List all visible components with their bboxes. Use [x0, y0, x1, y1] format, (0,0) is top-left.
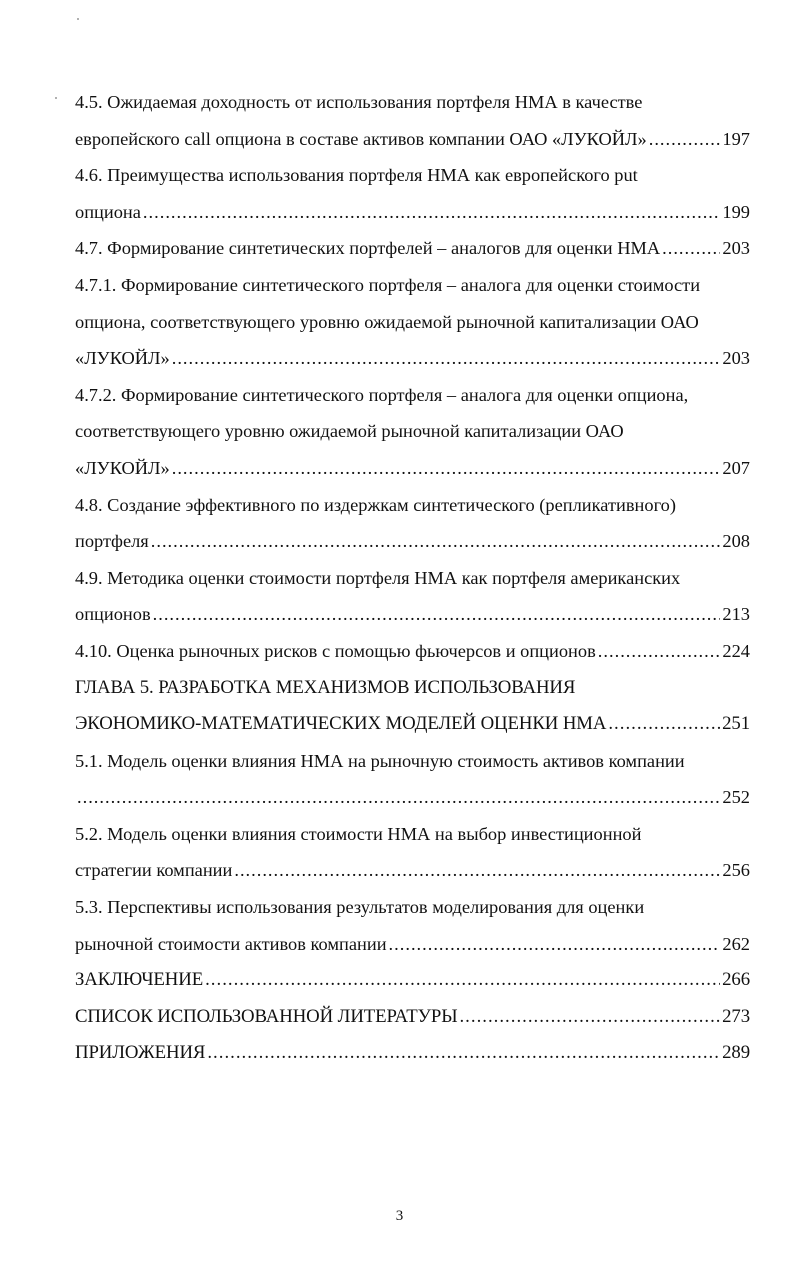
- toc-entry-page: 197: [722, 128, 750, 149]
- toc-entry-page: 203: [722, 238, 750, 259]
- toc-entry: [75, 596, 750, 633]
- toc-entry-title: 4.5. Ожидаемая доходность от использования портфеля НМА в качестве: [75, 92, 643, 112]
- toc-entry: [75, 816, 750, 853]
- dot-leader: [172, 450, 721, 487]
- dot-leader: [172, 340, 721, 377]
- toc-entry-page: 273: [722, 1005, 750, 1027]
- toc-entry-title: соответствующего уровню ожидаемой рыночной капитализации ОАО: [75, 421, 624, 442]
- toc-entry-page: 251: [722, 713, 750, 735]
- toc-entry: [75, 1035, 750, 1072]
- toc-entry-page: 203: [722, 348, 750, 369]
- dot-leader: [608, 706, 720, 743]
- toc-entry-title: ЭКОНОМИКО-МАТЕМАТИЧЕСКИХ МОДЕЛЕЙ ОЦЕНКИ НМА: [75, 713, 607, 735]
- toc-entry: [75, 487, 750, 524]
- toc-entry: [75, 523, 750, 560]
- toc-entry-page: 262: [722, 933, 750, 954]
- toc-entry-title: 4.7.1. Формирование синтетического портфеля – аналога для оценки стоимости: [75, 274, 701, 295]
- toc-entry-title: стратегии компании: [75, 860, 233, 881]
- toc-entry-title: 4.6. Преимущества использования портфеля НМА как европейского put: [75, 165, 638, 186]
- toc-entry-title: 5.2. Модель оценки влияния стоимости НМА на выбор инвестиционной: [75, 823, 642, 844]
- dot-leader: [143, 194, 720, 231]
- toc-entry-title: рыночной стоимости активов компании: [75, 933, 387, 954]
- toc-entry: [75, 377, 750, 414]
- toc-entry: [75, 926, 750, 963]
- toc-entry-title: опциона, соответствующего уровню ожидаемой рыночной капитализации ОАО: [75, 311, 699, 332]
- toc-entry: [75, 267, 750, 304]
- table-of-contents: [75, 84, 750, 1072]
- dot-leader: [153, 596, 721, 633]
- dot-leader: [151, 523, 721, 560]
- toc-entry-title: 4.7.2. Формирование синтетического портфеля – аналога для оценки опциона,: [75, 384, 689, 405]
- scan-speck: [77, 18, 79, 20]
- toc-entry: [75, 340, 750, 377]
- toc-entry: [75, 230, 750, 267]
- toc-entry: [75, 779, 750, 816]
- dot-leader: [389, 926, 721, 963]
- toc-entry: [75, 743, 750, 780]
- toc-entry-title: СПИСОК ИСПОЛЬЗОВАННОЙ ЛИТЕРАТУРЫ: [75, 1005, 458, 1027]
- toc-entry: [75, 633, 750, 670]
- toc-entry-title: опционов: [75, 604, 151, 625]
- dot-leader: [207, 1035, 720, 1072]
- toc-entry-page: 224: [722, 640, 750, 661]
- toc-entry: [75, 670, 750, 707]
- toc-entry-title: 4.8. Создание эффективного по издержкам синтетического (репликативного): [75, 494, 676, 515]
- toc-entry-page: 213: [722, 604, 750, 625]
- page-number: 3: [395, 1208, 404, 1224]
- toc-entry: [75, 706, 750, 743]
- toc-entry: [75, 450, 750, 487]
- toc-entry-title: 5.3. Перспективы использования результатов моделирования для оценки: [75, 897, 645, 918]
- dot-leader: [649, 121, 721, 158]
- dot-leader: [662, 230, 720, 267]
- toc-entry: [75, 194, 750, 231]
- toc-entry: [75, 962, 750, 999]
- toc-entry: [75, 413, 750, 450]
- toc-entry-title: портфеля: [75, 531, 149, 552]
- toc-entry: [75, 157, 750, 194]
- toc-entry-page: 256: [722, 860, 750, 881]
- toc-entry: [75, 999, 750, 1036]
- toc-entry-page: 199: [722, 201, 750, 222]
- scan-speck: [55, 97, 57, 99]
- toc-entry-title: «ЛУКОЙЛ»: [75, 457, 170, 478]
- toc-entry-title: опциона: [75, 201, 141, 222]
- toc-entry-page: 208: [722, 531, 750, 552]
- dot-leader: [234, 852, 720, 889]
- toc-entry-title: ПРИЛОЖЕНИЯ: [75, 1042, 206, 1064]
- dot-leader: [205, 962, 720, 999]
- toc-entry-title: 5.1. Модель оценки влияния НМА на рыночную стоимость активов компании: [75, 750, 685, 771]
- toc-entry: [75, 852, 750, 889]
- toc-entry-title: «ЛУКОЙЛ»: [75, 348, 170, 369]
- toc-entry-title: 4.9. Методика оценки стоимости портфеля НМА как портфеля американских: [75, 567, 681, 588]
- toc-entry-page: 266: [722, 969, 750, 991]
- toc-entry: [75, 889, 750, 926]
- dot-leader: [598, 633, 721, 670]
- dot-leader: [459, 999, 720, 1036]
- toc-entry-page: 289: [722, 1042, 750, 1064]
- toc-entry: [75, 84, 750, 121]
- toc-entry-title: 4.7. Формирование синтетических портфелей – аналогов для оценки НМА: [75, 238, 661, 259]
- dot-leader: [77, 779, 720, 816]
- toc-entry: [75, 560, 750, 597]
- toc-entry-title: ЗАКЛЮЧЕНИЕ: [75, 969, 204, 991]
- toc-entry-page: 207: [722, 457, 750, 478]
- toc-entry-page: 252: [722, 787, 750, 808]
- toc-entry-title: европейского call опциона в составе активов компании ОАО «ЛУКОЙЛ»: [75, 128, 647, 149]
- toc-entry-title: 4.10. Оценка рыночных рисков с помощью фьючерсов и опционов: [75, 640, 596, 661]
- toc-entry: [75, 304, 750, 341]
- toc-entry-title: ГЛАВА 5. РАЗРАБОТКА МЕХАНИЗМОВ ИСПОЛЬЗОВАНИЯ: [75, 676, 576, 698]
- toc-entry: [75, 121, 750, 158]
